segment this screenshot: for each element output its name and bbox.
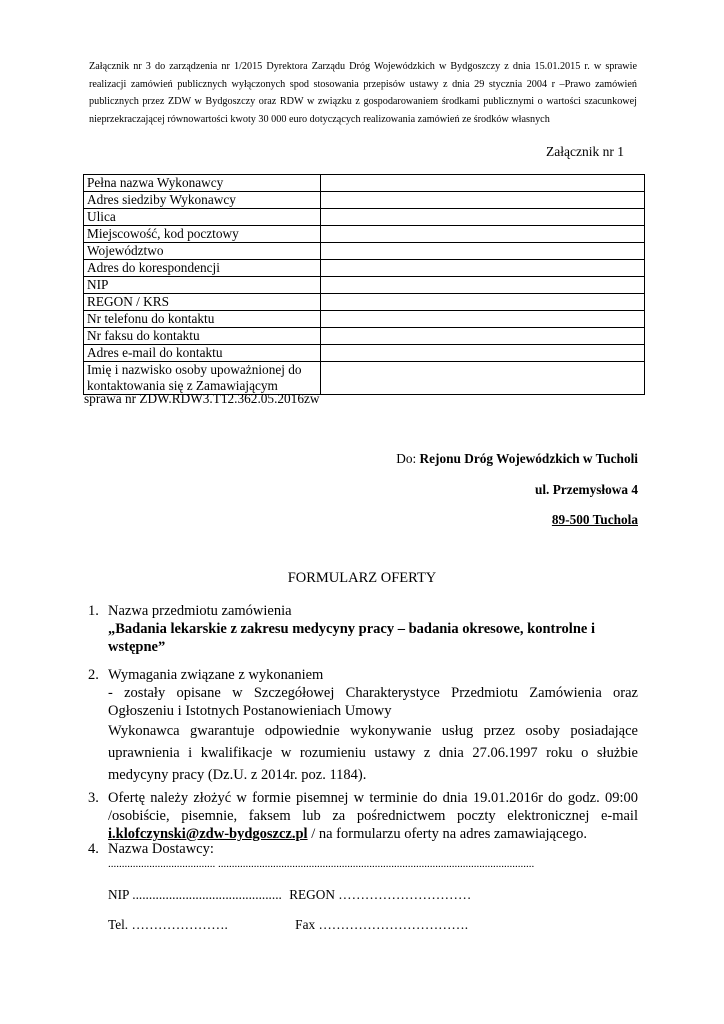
section-2-text-2: Wykonawca gwarantuje odpowiednie wykonywanie usług przez osoby posiadające uprawnienia i kwalifikacje w rozumieniu ustawy z dnia 27.06.1997 roku o służbie medycyny pracy (Dz.U. z 2014r. poz. 1184). (108, 723, 638, 783)
row-label: Adres do korespondencji (84, 260, 321, 277)
row-value-field[interactable] (321, 243, 645, 260)
regon-field: REGON ………………………… (289, 887, 472, 902)
header-note: Załącznik nr 3 do zarządzenia nr 1/2015 Dyrektora Zarządu Dróg Wojewódzkich w Bydgoszczy z dnia 15.01.2015 r. w sprawie realizacji zamówień publicznych wyłączonych spod stosowania przepisów ustawy z dnia 29 stycznia 2004 r –Prawo zamówień publicznych przez ZDW w Bydgoszczy oraz RDW w związku z gospodarowaniem środkami publicznymi o wartości szacunkowej nieprzekraczającej równowartości kwoty 30 000 euro dotyczących realizowania zamówień ze środków własnych (89, 61, 637, 125)
section-2 (88, 666, 638, 786)
recipient-name (396, 451, 638, 467)
row-label: Nr telefonu do kontaktu (84, 311, 321, 328)
row-value-field[interactable] (321, 328, 645, 345)
row-label: Imię i nazwisko osoby upoważnionej do kontaktowania się z Zamawiającym (84, 362, 321, 395)
section-4-label: Nazwa Dostawcy: (108, 841, 214, 857)
row-label: Pełna nazwa Wykonawcy (84, 175, 321, 192)
section-3-email[interactable]: i.klofczynski@zdw-bydgoszcz.pl (108, 826, 308, 842)
table-row (84, 175, 645, 192)
recipient-office: Rejonu Dróg Wojewódzkich w Tucholi (419, 451, 638, 466)
section-3 (88, 789, 638, 843)
row-value-field[interactable] (321, 345, 645, 362)
form-title: FORMULARZ OFERTY (287, 570, 437, 586)
fax-field: Fax ……………………………. (295, 917, 469, 932)
recipient-street: ul. Przemysłowa 4 (534, 482, 638, 497)
supplier-name-line[interactable]: ....................................... ................................................................................................................... (108, 858, 535, 870)
contractor-table (83, 174, 645, 395)
section-1-label: Nazwa przedmiotu zamówienia (108, 603, 292, 619)
row-value-field[interactable] (321, 209, 645, 226)
tel-fax-line[interactable] (108, 917, 468, 933)
nip-line[interactable] (108, 887, 471, 903)
section-1 (88, 602, 638, 656)
section-3-text-end: / na formularzu oferty na adres zamawiającego. (307, 826, 587, 842)
section-3-text: Ofertę należy złożyć w formie pisemnej w terminie do dnia 19.01.2016r do godz. 09:00 /osobiście, pisemnie, faksem lub za pośrednictwem poczty elektronicznej e-mail (108, 790, 638, 824)
table-row (84, 311, 645, 328)
row-label: Województwo (84, 243, 321, 260)
section-2-text-1: - zostały opisane w Szczegółowej Charakterystyce Przedmiotu Zamówienia oraz Ogłoszeniu i Istotnych Postanowieniach Umowy (108, 685, 638, 719)
row-label: Nr faksu do kontaktu (84, 328, 321, 345)
table-row (84, 192, 645, 209)
table-row (84, 243, 645, 260)
annex-label: Załącznik nr 1 (546, 144, 624, 159)
table-row (84, 226, 645, 243)
row-value-field[interactable] (321, 175, 645, 192)
table-row (84, 260, 645, 277)
section-4-number: 4. (88, 841, 99, 857)
row-value-field[interactable] (321, 311, 645, 328)
table-row (84, 277, 645, 294)
row-label: Adres e-mail do kontaktu (84, 345, 321, 362)
row-label: Adres siedziby Wykonawcy (84, 192, 321, 209)
table-row (84, 345, 645, 362)
row-label: NIP (84, 277, 321, 294)
tel-field: Tel. …………………. (108, 917, 228, 932)
table-row (84, 362, 645, 395)
recipient-city: 89-500 Tuchola (551, 512, 638, 527)
table-row (84, 294, 645, 311)
row-label: REGON / KRS (84, 294, 321, 311)
recipient-prefix: Do: (396, 451, 420, 466)
table-row (84, 209, 645, 226)
section-2-label: Wymagania związane z wykonaniem (108, 667, 324, 683)
section-3-number: 3. (88, 790, 99, 806)
row-label: Miejscowość, kod pocztowy (84, 226, 321, 243)
row-value-field[interactable] (321, 226, 645, 243)
row-value-field[interactable] (321, 192, 645, 209)
row-value-field[interactable] (321, 277, 645, 294)
section-1-subject: „Badania lekarskie z zakresu medycyny pracy – badania okresowe, kontrolne i wstępne” (108, 621, 595, 655)
row-value-field[interactable] (321, 294, 645, 311)
row-value-field[interactable] (321, 362, 645, 395)
nip-field: NIP ............................................. (108, 887, 282, 902)
section-4 (88, 840, 638, 858)
row-label: Ulica (84, 209, 321, 226)
section-2-number: 2. (88, 667, 99, 683)
case-number: sprawa nr ZDW.RDW3.T12.362.05.2016zw (84, 391, 320, 406)
section-1-number: 1. (88, 603, 99, 619)
row-value-field[interactable] (321, 260, 645, 277)
table-row (84, 328, 645, 345)
